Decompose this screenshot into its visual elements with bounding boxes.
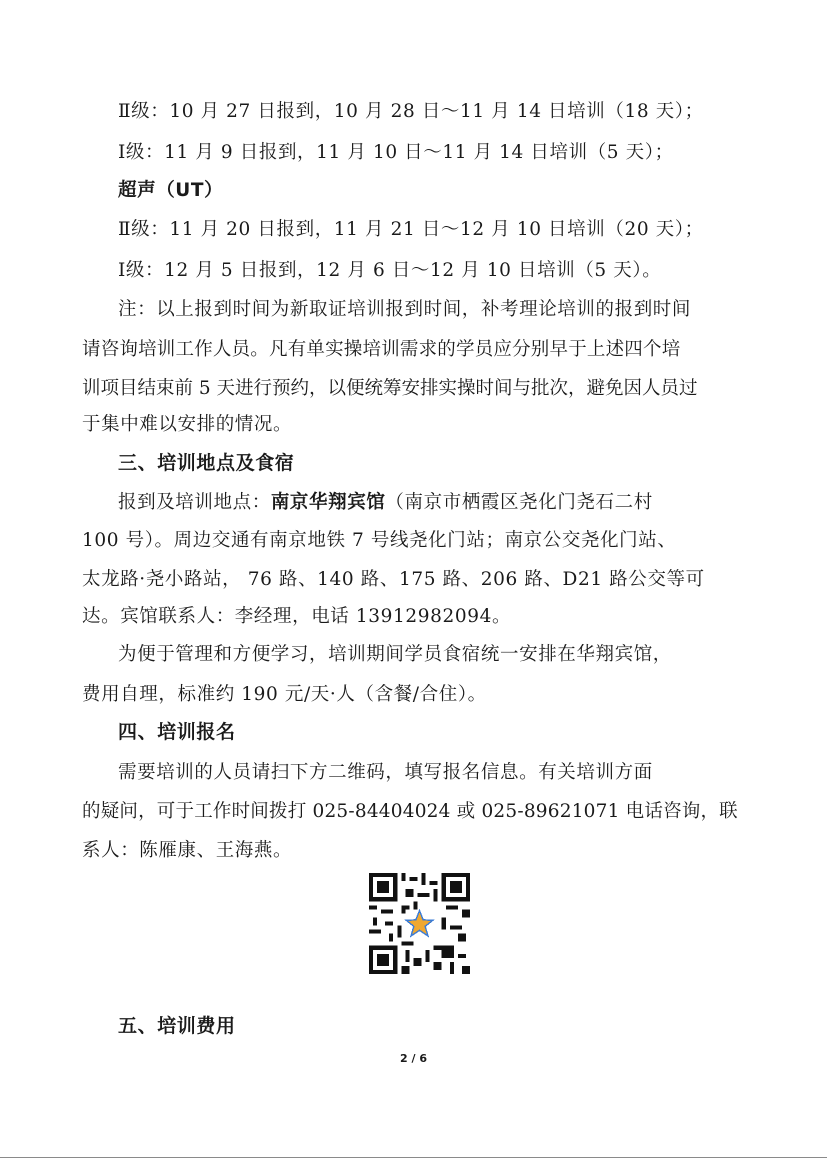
section-3-para-1-line-3: 太龙路·尧小路站， 76 路、140 路、175 路、206 路、D21 路公交等可	[82, 569, 705, 590]
section-4-heading: 四、培训报名	[118, 721, 236, 743]
hotel-address: （南京市栖霞区尧化门尧石二村	[385, 492, 653, 513]
note-line-4: 于集中难以安排的情况。	[82, 414, 293, 435]
note-line-2: 请咨询培训工作人员。凡有单实操培训需求的学员应分别早于上述四个培	[82, 339, 681, 360]
section-3-para-1-line-4: 达。宾馆联系人：李经理，电话 13912982094。	[82, 606, 512, 627]
rt-level2-schedule: Ⅱ级：10 月 27 日报到，10 月 28 日～11 月 14 日培训（18 天）；	[118, 101, 704, 122]
location-label: 报到及培训地点：	[118, 492, 271, 513]
section-3-heading: 三、培训地点及食宿	[118, 452, 295, 474]
rt-level1-schedule: Ⅰ级：11 月 9 日报到，11 月 10 日～11 月 14 日培训（5 天）；	[118, 142, 674, 163]
scan-edge-rule	[0, 1157, 827, 1158]
section-3-para-1-line-1	[118, 490, 788, 516]
section-4-line-2: 的疑问，可于工作时间拨打 025-84404024 或 025-89621071 电话咨询，联	[82, 801, 738, 822]
ut-level2-schedule: Ⅱ级：11 月 20 日报到，11 月 21 日～12 月 10 日培训（20 天）；	[118, 219, 704, 240]
page-number: 2 / 6	[400, 1052, 427, 1065]
section-4-line-1: 需要培训的人员请扫下方二维码，填写报名信息。有关培训方面	[118, 762, 653, 783]
section-4-line-3: 系人：陈雁康、王海燕。	[82, 840, 293, 861]
note-line-1: 注：以上报到时间为新取证培训报到时间，补考理论培训的报到时间	[118, 299, 692, 320]
note-line-3: 训项目结束前 5 天进行预约，以便统筹安排实操时间与批次，避免因人员过	[82, 378, 698, 399]
ut-title: 超声（UT）	[118, 180, 224, 201]
section-5-heading: 五、培训费用	[118, 1015, 236, 1037]
section-3-para-1-line-2: 100 号）。周边交通有南京地铁 7 号线尧化门站；南京公交尧化门站、	[82, 530, 677, 551]
section-3-para-2-line-2: 费用自理，标准约 190 元/天·人（含餐/合住）。	[82, 684, 487, 705]
registration-qr-code[interactable]	[369, 873, 470, 974]
hotel-name: 南京华翔宾馆	[270, 492, 386, 513]
section-3-para-2-line-1: 为便于管理和方便学习，培训期间学员食宿统一安排在华翔宾馆，	[118, 644, 672, 665]
ut-level1-schedule: Ⅰ级：12 月 5 日报到，12 月 6 日～12 月 10 日培训（5 天）。	[118, 260, 662, 281]
